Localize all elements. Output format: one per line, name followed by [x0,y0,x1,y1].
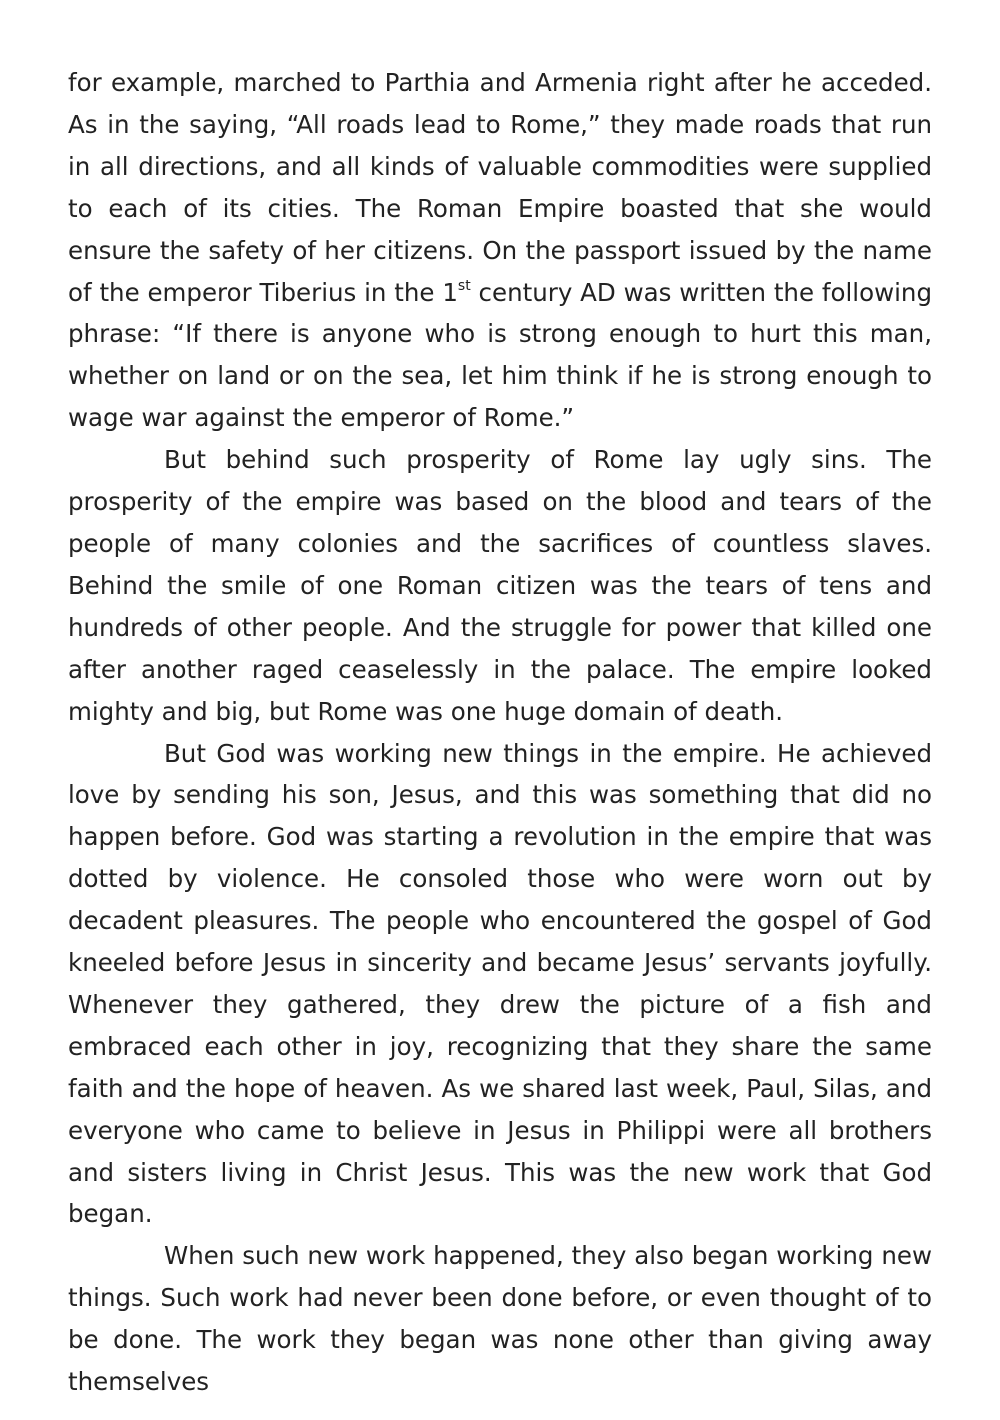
paragraph-2: But behind such prosperity of Rome lay ugly sins. The prosperity of the empire was based on the blood and tears of the people of many colonies and the sacrifices of countless slaves. Behind the smile of one Roman citizen was the tears of tens and hundreds of other people. And the struggle for power that killed one after another raged ceaselessly in the palace. The empire looked mighty and big, but Rome was one huge domain of death. [68,445,932,726]
paragraph-1-text-b: century AD was written the following phrase: “If there is anyone who is strong enough to hurt this man, whether on land or on the sea, let him think if he is strong enough to wage war against the emperor of Rome.” [68,277,933,433]
paragraph-4: When such new work happened, they also began working new things. Such work had never been done before, or even thought of to be done. The work they began was none other than giving away themselves [68,1241,932,1397]
paragraph-1 [68,62,932,439]
document-page [68,62,932,1403]
ordinal-suffix: st [457,277,471,294]
paragraph-3: But God was working new things in the empire. He achieved love by sending his son, Jesus, and this was something that did no happen before. God was starting a revolution in the empire that was dotted by violence. He consoled those who were worn out by decadent pleasures. The people who encountered the gospel of God kneeled before Jesus in sincerity and became Jesus’ servants joyfully. Whenever they gathered, they drew the picture of a fish and embraced each other in joy, recognizing that they share the same faith and the hope of heaven. As we shared last week, Paul, Silas, and everyone who came to believe in Jesus in Philippi were all brothers and sisters living in Christ Jesus. This was the new work that God began. [68,738,932,1229]
paragraph-1-text-a: for example, marched to Parthia and Armenia right after he acceded. As in the saying, “All roads lead to Rome,” they made roads that run in all directions, and all kinds of valuable commodities were supplied to each of its cities. The Roman Empire boasted that she would ensure the safety of her citizens. On the passport issued by the name of the emperor Tiberius in the 1 [68,68,932,307]
